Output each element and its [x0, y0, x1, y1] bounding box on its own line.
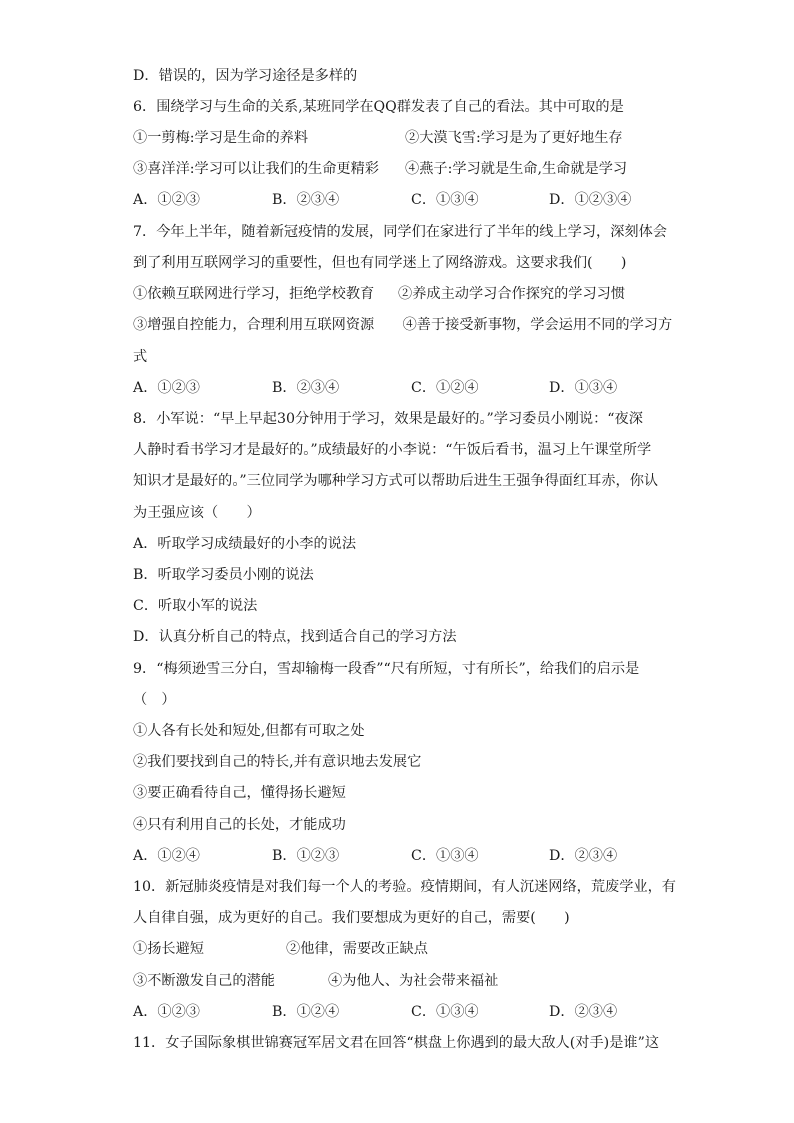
q8-stem-line-3: 知识才是最好的。”三位同学为哪种学习方式可以帮助后进生王强争得面红耳赤，你认: [133, 473, 659, 489]
q6-statements-row-2: [133, 159, 663, 179]
q7-statements-row-2: ③增强自控能力，合理利用互联网资源 ④善于接受新事物，学会运用不同的学习方: [133, 317, 673, 333]
q7-option-c: C．①②④: [411, 380, 479, 396]
q10-options: [133, 1002, 663, 1022]
q9-option-b: B．①②③: [272, 848, 340, 864]
q6-statements-row-1: [133, 128, 663, 148]
q6-statement-3: ③喜洋洋:学习可以让我们的生命更精彩: [133, 161, 379, 177]
q6-statement-1: ①一剪梅:学习是生命的养料: [133, 130, 309, 146]
q7-statements-row-1: [133, 284, 663, 304]
q10-option-b: B．①②④: [272, 1004, 340, 1020]
q8-option-d: D．认真分析自己的特点，找到适合自己的学习方法: [133, 629, 457, 645]
q6-option-d: D．①②③④: [549, 192, 632, 208]
q7-statement-1: ①依赖互联网进行学习，拒绝学校教育: [133, 286, 375, 302]
q10-statements-row-1: [133, 939, 663, 959]
q9-option-d: D．②③④: [549, 848, 618, 864]
q7-option-a: A．①②③: [133, 380, 200, 396]
q11-stem-line-1: 11．女子国际象棋世锦赛冠军居文君在回答“棋盘上你遇到的最大敌人(对手)是谁”这: [133, 1035, 660, 1051]
q10-option-c: C．①③④: [411, 1004, 479, 1020]
q8-option-c: C．听取小军的说法: [133, 598, 258, 614]
q7-stem-line-1: 7．今年上半年，随着新冠疫情的发展，同学们在家进行了半年的线上学习，深刻体会: [133, 224, 667, 240]
q7-option-d: D．①③④: [549, 380, 618, 396]
q7-statement-2: ②养成主动学习合作探究的学习习惯: [398, 286, 626, 302]
q6-statement-2: ②大漠飞雪:学习是为了更好地生存: [405, 130, 623, 146]
q8-stem-line-4: 为王强应该（ ）: [133, 505, 261, 521]
q9-option-a: A．①②④: [133, 848, 200, 864]
q10-option-d: D．②③④: [549, 1004, 618, 1020]
q6-statement-4: ④燕子:学习就是生命,生命就是学习: [405, 161, 628, 177]
q10-statement-3: ③不断激发自己的潜能: [133, 973, 275, 989]
q10-statements-row-2: [133, 971, 663, 991]
q9-statement-3: ③要正确看待自己，懂得扬长避短: [133, 785, 346, 801]
q9-option-c: C．①③④: [411, 848, 479, 864]
q10-option-a: A．①②③: [133, 1004, 200, 1020]
q10-statement-1: ①扬长避短: [133, 941, 204, 957]
q9-statement-2: ②我们要找到自己的特长,并有意识地去发展它: [133, 754, 422, 770]
q8-option-b: B．听取学习委员小刚的说法: [133, 567, 314, 583]
q7-stem-line-2: 到了利用互联网学习的重要性，但也有同学迷上了网络游戏。这要求我们( ): [133, 255, 627, 271]
q9-statement-4: ④只有利用自己的长处，才能成功: [133, 817, 346, 833]
q8-stem-line-1: 8．小军说：“早上早起30分钟用于学习，效果是最好的。”学习委员小刚说：“夜深: [133, 411, 643, 427]
q9-stem-line-1: 9．“梅须逊雪三分白，雪却输梅一段香”“尺有所短，寸有所长”，给我们的启示是: [133, 661, 640, 677]
q6-option-c: C．①③④: [411, 192, 479, 208]
q10-statement-4: ④为他人、为社会带来福祉: [328, 973, 499, 989]
q5-option-d: D．错误的，因为学习途径是多样的: [133, 68, 358, 84]
q8-stem-line-2: 人静时看书学习才是最好的。”成绩最好的小李说：“午饭后看书，温习上午课堂所学: [133, 442, 652, 458]
q10-stem-line-1: 10．新冠肺炎疫情是对我们每一个人的考验。疫情期间，有人沉迷网络，荒废学业，有: [133, 879, 676, 895]
q6-options: [133, 190, 663, 210]
q9-stem-line-2: （ ）: [133, 692, 176, 708]
q7-options: [133, 378, 663, 398]
q9-statement-1: ①人各有长处和短处,但都有可取之处: [133, 723, 365, 739]
q7-option-b: B．②③④: [272, 380, 340, 396]
q6-option-b: B．②③④: [272, 192, 340, 208]
q8-option-a: A．听取学习成绩最好的小李的说法: [133, 536, 357, 552]
q10-stem-line-2: 人自律自强，成为更好的自己。我们要想成为更好的自己，需要( ): [133, 910, 570, 926]
q6-stem: 6．围绕学习与生命的关系,某班同学在QQ群发表了自己的看法。其中可取的是: [133, 99, 624, 115]
q9-options: [133, 846, 663, 866]
q10-statement-2: ②他律，需要改正缺点: [286, 941, 428, 957]
q6-option-a: A．①②③: [133, 192, 200, 208]
q7-statements-row-2-cont: 式: [133, 349, 148, 365]
